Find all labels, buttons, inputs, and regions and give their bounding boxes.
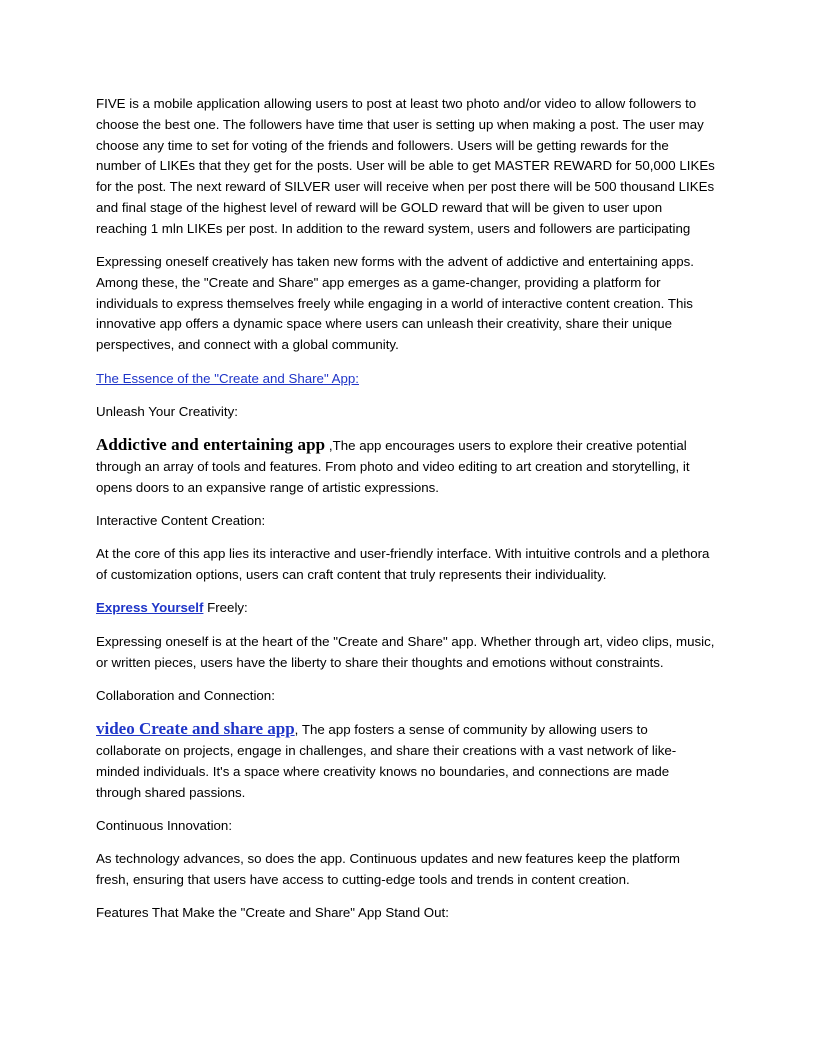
intro-paragraph: FIVE is a mobile application allowing users to post at least two photo and/or video to allow followers to choose the best one. The followers have time that user is setting up when making a post. The user may choose any time to set for voting of the friends and followers. Users will be getting rewards for the number of LIKEs that they get for the posts. User will be able to get MASTER REWARD for 50,000 LIKEs for the post. The next reward of SILVER user will receive when per post there will be 500 thousand LIKEs and final stage of the highest level of reward will be GOLD reward that will be given to user upon reaching 1 mln LIKEs per post. In addition to the reward system, users and followers are participating: [96, 96, 715, 236]
express-heading-rest: Freely:: [203, 600, 248, 616]
express-paragraph: Expressing oneself is at the heart of the "Create and Share" app. Whether through art, video clips, music, or written pieces, users have the liberty to share their thoughts and emotions without constraints.: [96, 633, 715, 670]
addictive-paragraph: [96, 435, 716, 498]
collab-heading: Collaboration and Connection:: [96, 687, 275, 703]
features-heading: Features That Make the "Create and Share" App Stand Out:: [96, 905, 449, 921]
video-create-share-link[interactable]: video Create and share app: [96, 719, 295, 739]
unleash-heading: Unleash Your Creativity:: [96, 403, 238, 419]
addictive-bold-title: Addictive and entertaining app: [96, 435, 326, 455]
document-body: [96, 94, 716, 937]
collab-paragraph: [96, 719, 716, 803]
interactive-paragraph: At the core of this app lies its interactive and user-friendly interface. With intuitive controls and a plethora of customization options, users can craft content that truly represents their individuality.: [96, 546, 710, 583]
innovation-paragraph: As technology advances, so does the app. Continuous updates and new features keep the platform fresh, ensuring that users have access to cutting-edge tools and trends in content creation.: [96, 851, 680, 887]
express-heading: [96, 598, 716, 619]
express-yourself-link[interactable]: Express Yourself: [96, 600, 204, 616]
interactive-heading: Interactive Content Creation:: [96, 513, 266, 529]
addictive-text: ,The app encourages users to explore their creative potential through an array of tools and features. From photo and video editing to art creation and storytelling, it opens doors to an expansive range of artistic expressions.: [96, 438, 690, 495]
expressing-paragraph: Expressing oneself creatively has taken new forms with the advent of addictive and entertaining apps. Among these, the "Create and Share" app emerges as a game-changer, providing a platform for individuals to express themselves freely while engaging in a world of interactive content creation. This innovative app offers a dynamic space where users can unleash their creativity, share their unique perspectives, and connect with a global community.: [96, 254, 694, 353]
innovation-heading: Continuous Innovation:: [96, 817, 233, 833]
collab-text: , The app fosters a sense of community by allowing users to collaborate on projects, engage in challenges, and share their creations with a vast network of like-minded individuals. It's a space where creativity knows no boundaries, and connections are made through shared passions.: [96, 722, 677, 800]
essence-heading-paragraph: [96, 369, 716, 390]
essence-link[interactable]: The Essence of the "Create and Share" App:: [96, 370, 359, 386]
